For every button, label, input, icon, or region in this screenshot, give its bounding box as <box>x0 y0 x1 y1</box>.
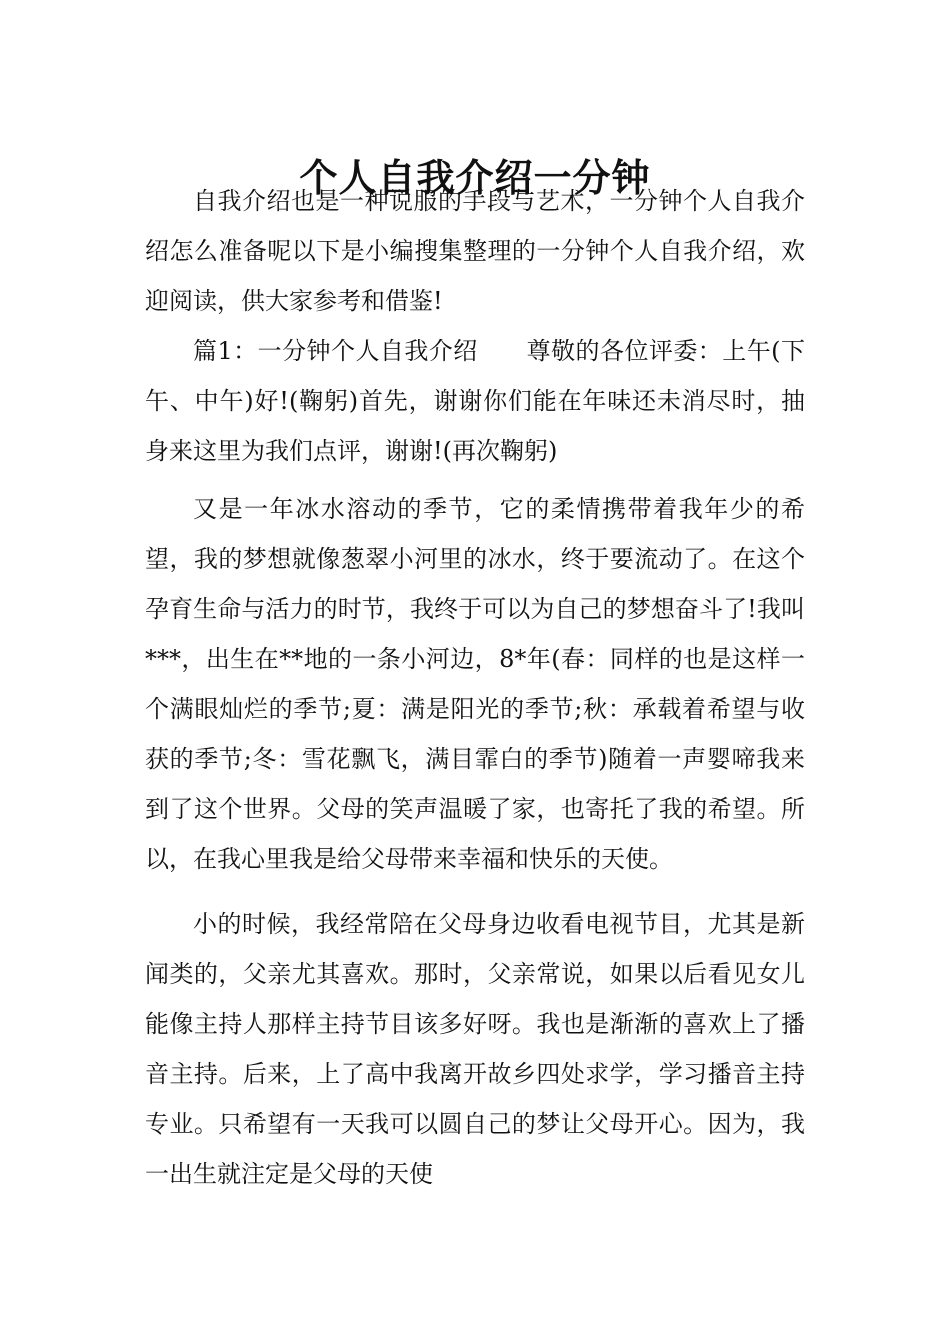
paragraph-spring: 又是一年冰水溶动的季节，它的柔情携带着我年少的希望，我的梦想就像葱翠小河里的冰水，终于要流动了。在这个孕育生命与活力的时节，我终于可以为自己的梦想奋斗了!我叫***，出生在**地的一条小河边，8*年(春：同样的也是这样一个满眼灿烂的季节;夏：满是阳光的季节;秋：承载着希望与收获的季节;冬：雪花飘飞，满目霏白的季节)随着一声婴啼我来到了这个世界。父母的笑声温暖了家，也寄托了我的希望。所以，在我心里我是给父母带来幸福和快乐的天使。 <box>145 495 805 873</box>
document-body <box>145 176 805 1199</box>
document-title: 个人自我介绍一分钟 <box>299 155 651 201</box>
paragraph-intro: 自我介绍也是一种说服的手段与艺术，一分钟个人自我介绍怎么准备呢以下是小编搜集整理的一分钟个人自我介绍，欢迎阅读，供大家参考和借鉴! <box>145 187 805 315</box>
paragraph-part-1: 篇1：一分钟个人自我介绍 尊敬的各位评委：上午(下午、中午)好!(鞠躬)首先，谢谢你们能在年味还未消尽时，抽身来这里为我们点评，谢谢!(再次鞠躬) <box>145 337 805 465</box>
paragraph-childhood: 小的时候，我经常陪在父母身边收看电视节目，尤其是新闻类的，父亲尤其喜欢。那时，父亲常说，如果以后看见女儿能像主持人那样主持节目该多好呀。我也是渐渐的喜欢上了播音主持。后来，上了高中我离开故乡四处求学，学习播音主持专业。只希望有一天我可以圆自己的梦让父母开心。因为，我一出生就注定是父母的天使 <box>145 910 805 1188</box>
